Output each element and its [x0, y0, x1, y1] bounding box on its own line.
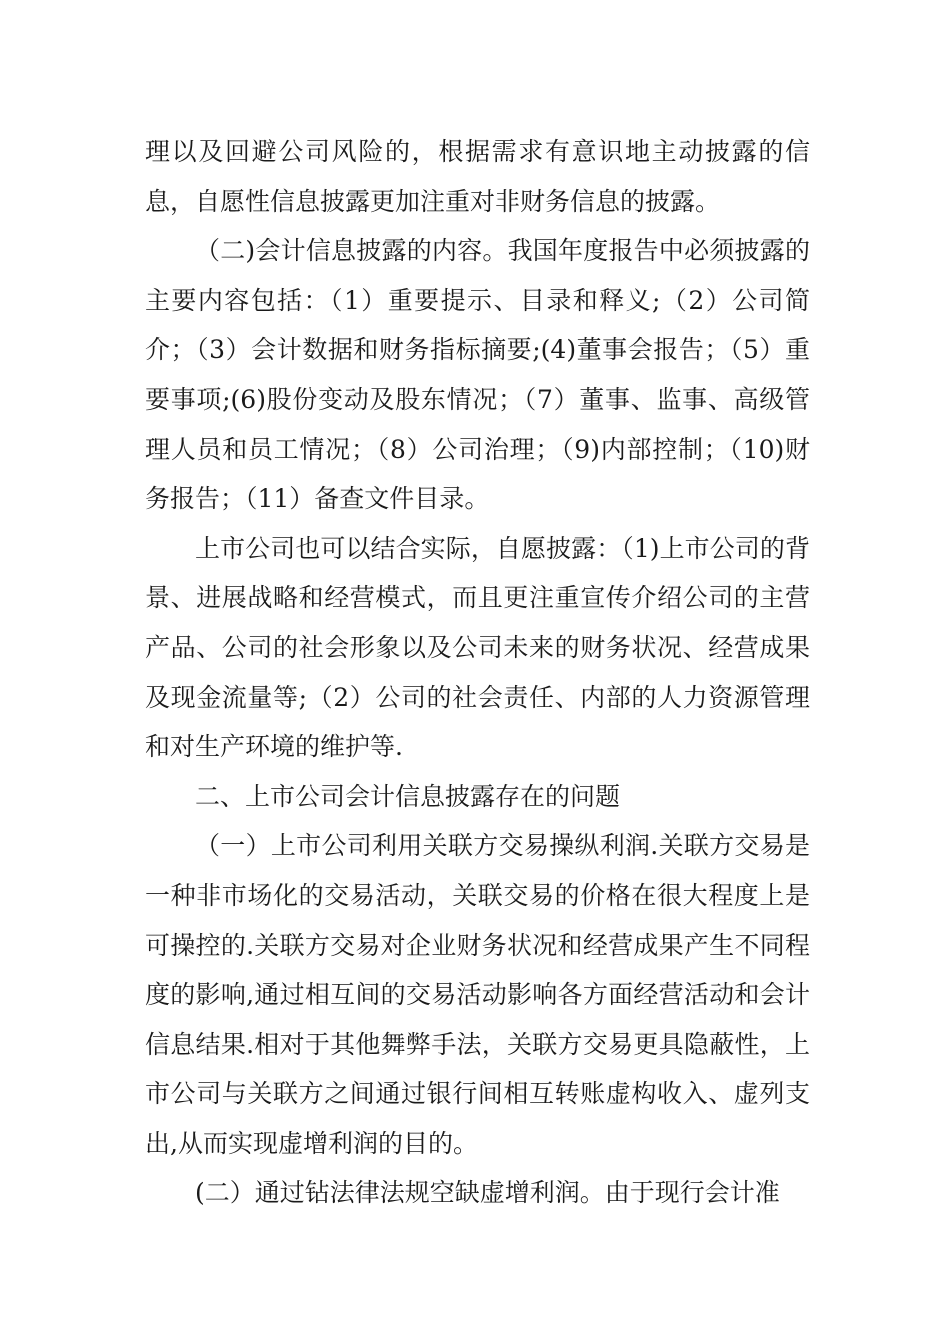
document-body	[145, 127, 810, 1218]
paragraph-voluntary-items: 上市公司也可以结合实际，自愿披露：（1)上市公司的背景、进展战略和经营模式，而且更注重宣传介绍公司的主营产品、公司的社会形象以及公司未来的财务状况、经营成果及现金流量等;（2）公司的社会责任、内部的人力资源管理和对生产环境的维护等.	[145, 533, 810, 762]
paragraph-related-party-transactions: （一）上市公司利用关联方交易操纵利润.关联方交易是一种非市场化的交易活动，关联交易的价格在很大程度上是可操控的.关联方交易对企业财务状况和经营成果产生不同程度的影响,通过相互间的交易活动影响各方面经营活动和会计信息结果.相对于其他舞弊手法，关联方交易更具隐蔽性，上市公司与关联方之间通过银行间相互转账虚构收入、虚列支出,从而实现虚增利润的目的。	[145, 831, 810, 1158]
paragraph-legal-loopholes: (二）通过钻法律法规空缺虚增利润。由于现行会计准	[195, 1178, 780, 1208]
section-heading-problems: 二、上市公司会计信息披露存在的问题	[195, 781, 621, 811]
paragraph-disclosure-content: （二)会计信息披露的内容。我国年度报告中必须披露的主要内容包括：（1）重要提示、目录和释义;（2）公司简介；（3）会计数据和财务指标摘要;(4)董事会报告；（5）重要事项;(6)股份变动及股东情况；（7）董事、监事、高级管理人员和员工情况；（8）公司治理；（9)内部控制；（10)财务报告；（11）备查文件目录。	[145, 236, 810, 514]
paragraph-voluntary-disclosure-end: 理以及回避公司风险的，根据需求有意识地主动披露的信息，自愿性信息披露更加注重对非财务信息的披露。	[145, 137, 810, 216]
